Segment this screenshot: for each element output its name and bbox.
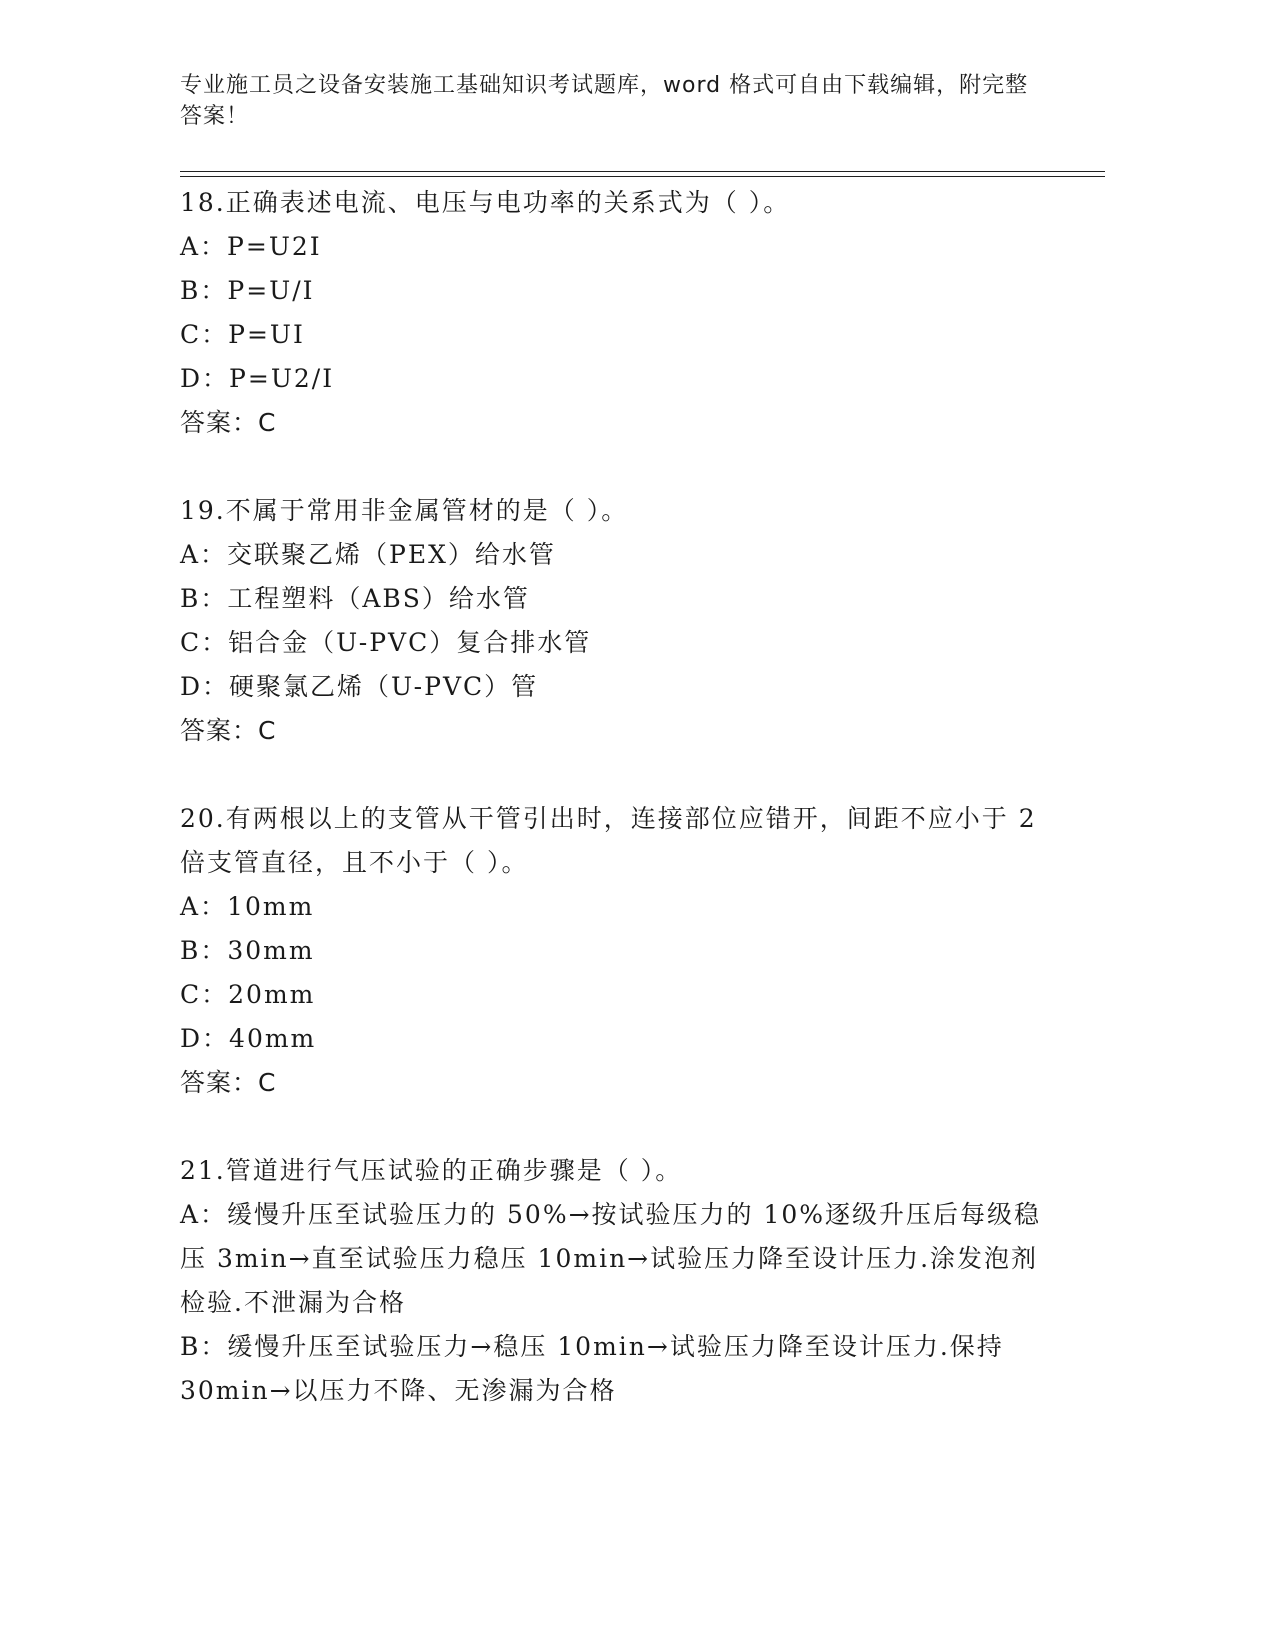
question-21 [180,1149,1050,1413]
question-stem: 20.有两根以上的支管从干管引出时，连接部位应错开，间距不应小于 2 倍支管直径，且不小于（ ）。 [180,804,1037,877]
header-title: 专业施工员之设备安装施工基础知识考试题库，word 格式可自由下载编辑，附完整答案！ [180,73,1029,129]
option-a: A：10mm [180,892,315,921]
option-c: C：20mm [180,980,316,1009]
option-b: B：P=U/I [180,276,315,305]
question-19 [180,489,1050,753]
question-stem: 18.正确表述电流、电压与电功率的关系式为（ ）。 [180,188,791,217]
option-a: A：缓慢升压至试验压力的 50%→按试验压力的 10%逐级升压后每级稳压 3min→直至试验压力稳压 10min→试验压力降至设计压力.涂发泡剂检验.不泄漏为合格 [180,1200,1042,1317]
header-divider-bottom [180,176,1105,177]
option-c: C：铝合金（U-PVC）复合排水管 [180,628,592,657]
document-header [180,70,1040,132]
question-list [180,181,1050,1413]
option-b: B：工程塑料（ABS）给水管 [180,584,530,613]
option-b: B：缓慢升压至试验压力→稳压 10min→试验压力降至设计压力.保持 30min→以压力不降、无渗漏为合格 [180,1332,1004,1405]
answer: 答案：C [180,1068,277,1097]
option-d: D：40mm [180,1024,317,1053]
header-divider-top [180,171,1105,172]
option-a: A：P=U2I [180,232,322,261]
option-c: C：P=UI [180,320,305,349]
answer: 答案：C [180,408,277,437]
option-d: D：硬聚氯乙烯（U-PVC）管 [180,672,539,701]
question-stem: 21.管道进行气压试验的正确步骤是（ ）。 [180,1156,683,1185]
question-20 [180,797,1050,1105]
option-b: B：30mm [180,936,315,965]
question-stem: 19.不属于常用非金属管材的是（ ）。 [180,496,629,525]
answer: 答案：C [180,716,277,745]
question-18 [180,181,1050,445]
option-d: D：P=U2/I [180,364,335,393]
option-a: A：交联聚乙烯（PEX）给水管 [180,540,556,569]
